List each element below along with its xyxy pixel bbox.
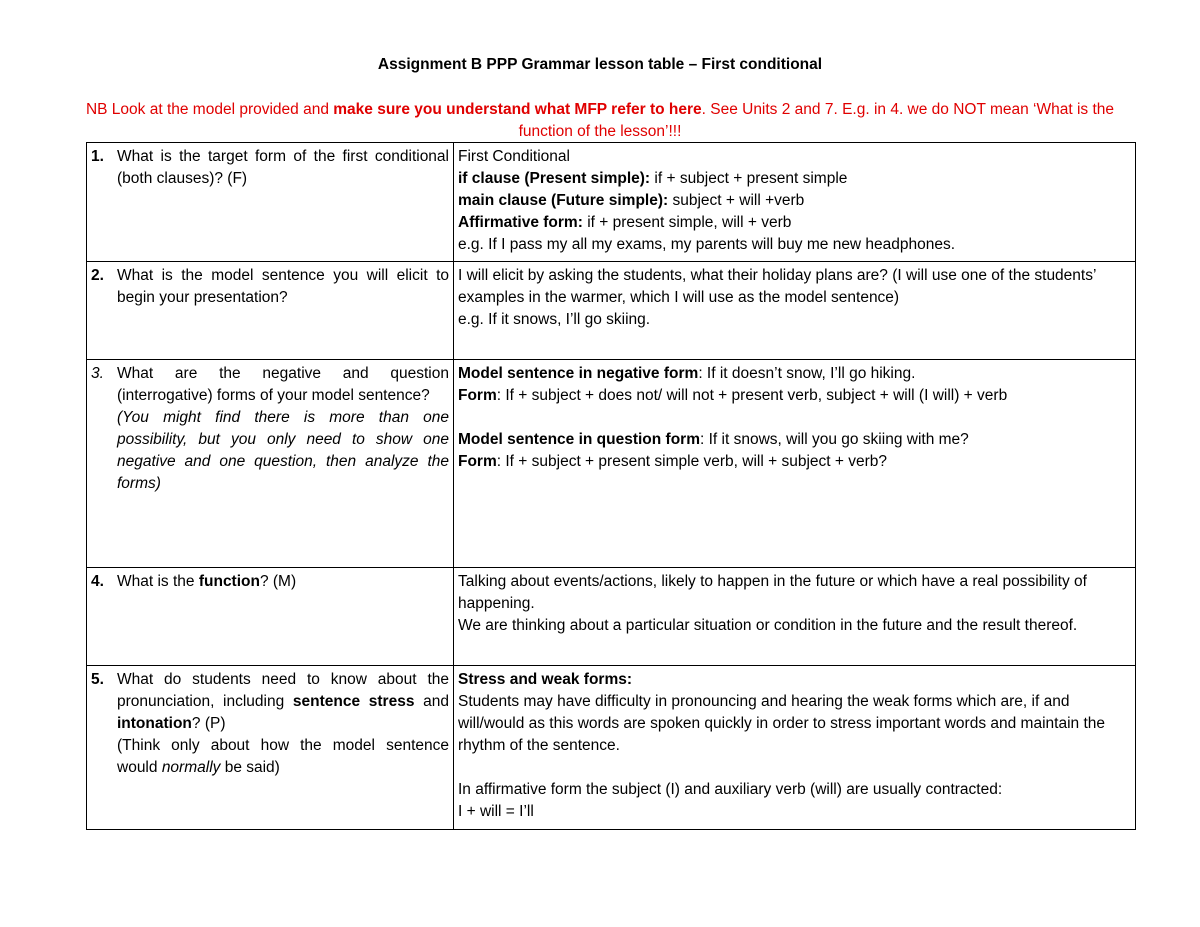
question-keyword: intonation xyxy=(117,715,192,732)
answer-cell xyxy=(454,568,1136,666)
question-text: What is the target form of the first conditional (both clauses)? (F) xyxy=(117,148,449,187)
question-text: What is the model sentence you will elicit to begin your presentation? xyxy=(117,267,449,306)
row-number: 5. xyxy=(91,671,104,688)
answer-line xyxy=(458,429,1131,451)
row-number: 4. xyxy=(91,573,104,590)
answer-cell xyxy=(454,262,1136,360)
question-cell xyxy=(87,666,454,830)
answer-label: Model sentence in question form xyxy=(458,431,700,448)
question-keyword: sentence stress xyxy=(292,693,415,710)
answer-cell xyxy=(454,666,1136,830)
note-post: be said) xyxy=(220,759,280,776)
notice-text xyxy=(60,99,1140,143)
notice-emphasis: make sure you understand what MFP refer to here xyxy=(333,101,702,118)
answer-text: : If + subject + present simple verb, will + subject + verb? xyxy=(496,453,888,470)
question-cell xyxy=(87,360,454,568)
row-number: 2. xyxy=(91,267,104,284)
answer-label: if clause (Present simple): xyxy=(458,170,651,187)
answer-heading: Stress and weak forms: xyxy=(458,671,633,688)
question-body xyxy=(117,669,449,779)
answer-line xyxy=(458,451,1131,473)
answer-cell xyxy=(454,360,1136,568)
answer-line xyxy=(458,363,1131,385)
note-italic: normally xyxy=(161,759,221,776)
question-text xyxy=(117,669,449,735)
table-row xyxy=(87,568,1136,666)
answer-text: We are thinking about a particular situation or condition in the future and the result thereof. xyxy=(458,617,1078,634)
answer-text: subject + will +verb xyxy=(668,192,805,209)
answer-label: Affirmative form: xyxy=(458,214,583,231)
answer-text: : If it snows, will you go skiing with me? xyxy=(700,431,969,448)
question-text xyxy=(117,571,449,593)
note-pre: (Think only about how the model sentence would xyxy=(117,737,449,776)
answer-label: Form xyxy=(458,387,497,404)
answer-label: Form xyxy=(458,453,497,470)
question-post: ? (P) xyxy=(191,715,226,732)
question-text: What are the negative and question (interrogative) forms of your model sentence? xyxy=(117,365,449,404)
answer-line xyxy=(458,212,1131,234)
notice-part3: . See Units 2 and 7. E.g. in 4. we do NOT mean ‘What is the function of the lesson’!!! xyxy=(518,101,1115,140)
page-title: Assignment B PPP Grammar lesson table – First conditional xyxy=(377,56,823,73)
answer-text: I + will = I’ll xyxy=(458,803,534,820)
answer-example: e.g. If I pass my all my exams, my parents will buy me new headphones. xyxy=(458,236,956,253)
answer-text: : If + subject + does not/ will not + present verb, subject + will (I will) + verb xyxy=(496,387,1008,404)
spacer xyxy=(458,407,1131,429)
row-number: 3. xyxy=(91,365,104,382)
answer-text: Talking about events/actions, likely to happen in the future or which have a real possibility of happening. xyxy=(458,573,1087,612)
answer-text: Students may have difficulty in pronouncing and hearing the weak forms which are, if and will/would as this words are spoken quickly in order to stress important words and maintain the rhythm of the sentence. xyxy=(458,693,1105,754)
question-pre: What is the xyxy=(117,573,199,590)
answer-label: Model sentence in negative form xyxy=(458,365,699,382)
question-post: ? (M) xyxy=(259,573,297,590)
notice-part1: NB Look at the model provided and xyxy=(85,101,334,118)
question-keyword: function xyxy=(198,573,260,590)
table-row xyxy=(87,666,1136,830)
answer-text: if + subject + present simple xyxy=(650,170,848,187)
table-row xyxy=(87,262,1136,360)
question-pre: What do students need to know about the pronunciation, including xyxy=(117,671,449,710)
answer-text: : If it doesn’t snow, I’ll go hiking. xyxy=(698,365,916,382)
answer-line xyxy=(458,168,1131,190)
spacer xyxy=(458,757,1131,779)
answer-text: if + present simple, will + verb xyxy=(582,214,792,231)
answer-example: e.g. If it snows, I’ll go skiing. xyxy=(458,311,651,328)
answer-text: I will elicit by asking the students, what their holiday plans are? (I will use one of the students’ examples in the warmer, which I will use as the model sentence) xyxy=(458,267,1096,306)
question-body xyxy=(117,363,449,495)
answer-text: In affirmative form the subject (I) and auxiliary verb (will) are usually contracted: xyxy=(458,781,1003,798)
lesson-table xyxy=(86,142,1136,830)
question-cell xyxy=(87,568,454,666)
question-cell xyxy=(87,143,454,262)
answer-line xyxy=(458,190,1131,212)
table-row xyxy=(87,143,1136,262)
answer-line xyxy=(458,385,1131,407)
answer-label: main clause (Future simple): xyxy=(458,192,669,209)
question-mid: and xyxy=(414,693,450,710)
row-number: 1. xyxy=(91,148,104,165)
table-row xyxy=(87,360,1136,568)
question-note: (You might find there is more than one possibility, but you only need to show one negative and one question, then analyze the forms) xyxy=(117,409,449,492)
question-cell xyxy=(87,262,454,360)
answer-heading: First Conditional xyxy=(458,148,570,165)
question-note xyxy=(117,735,449,779)
answer-cell xyxy=(454,143,1136,262)
